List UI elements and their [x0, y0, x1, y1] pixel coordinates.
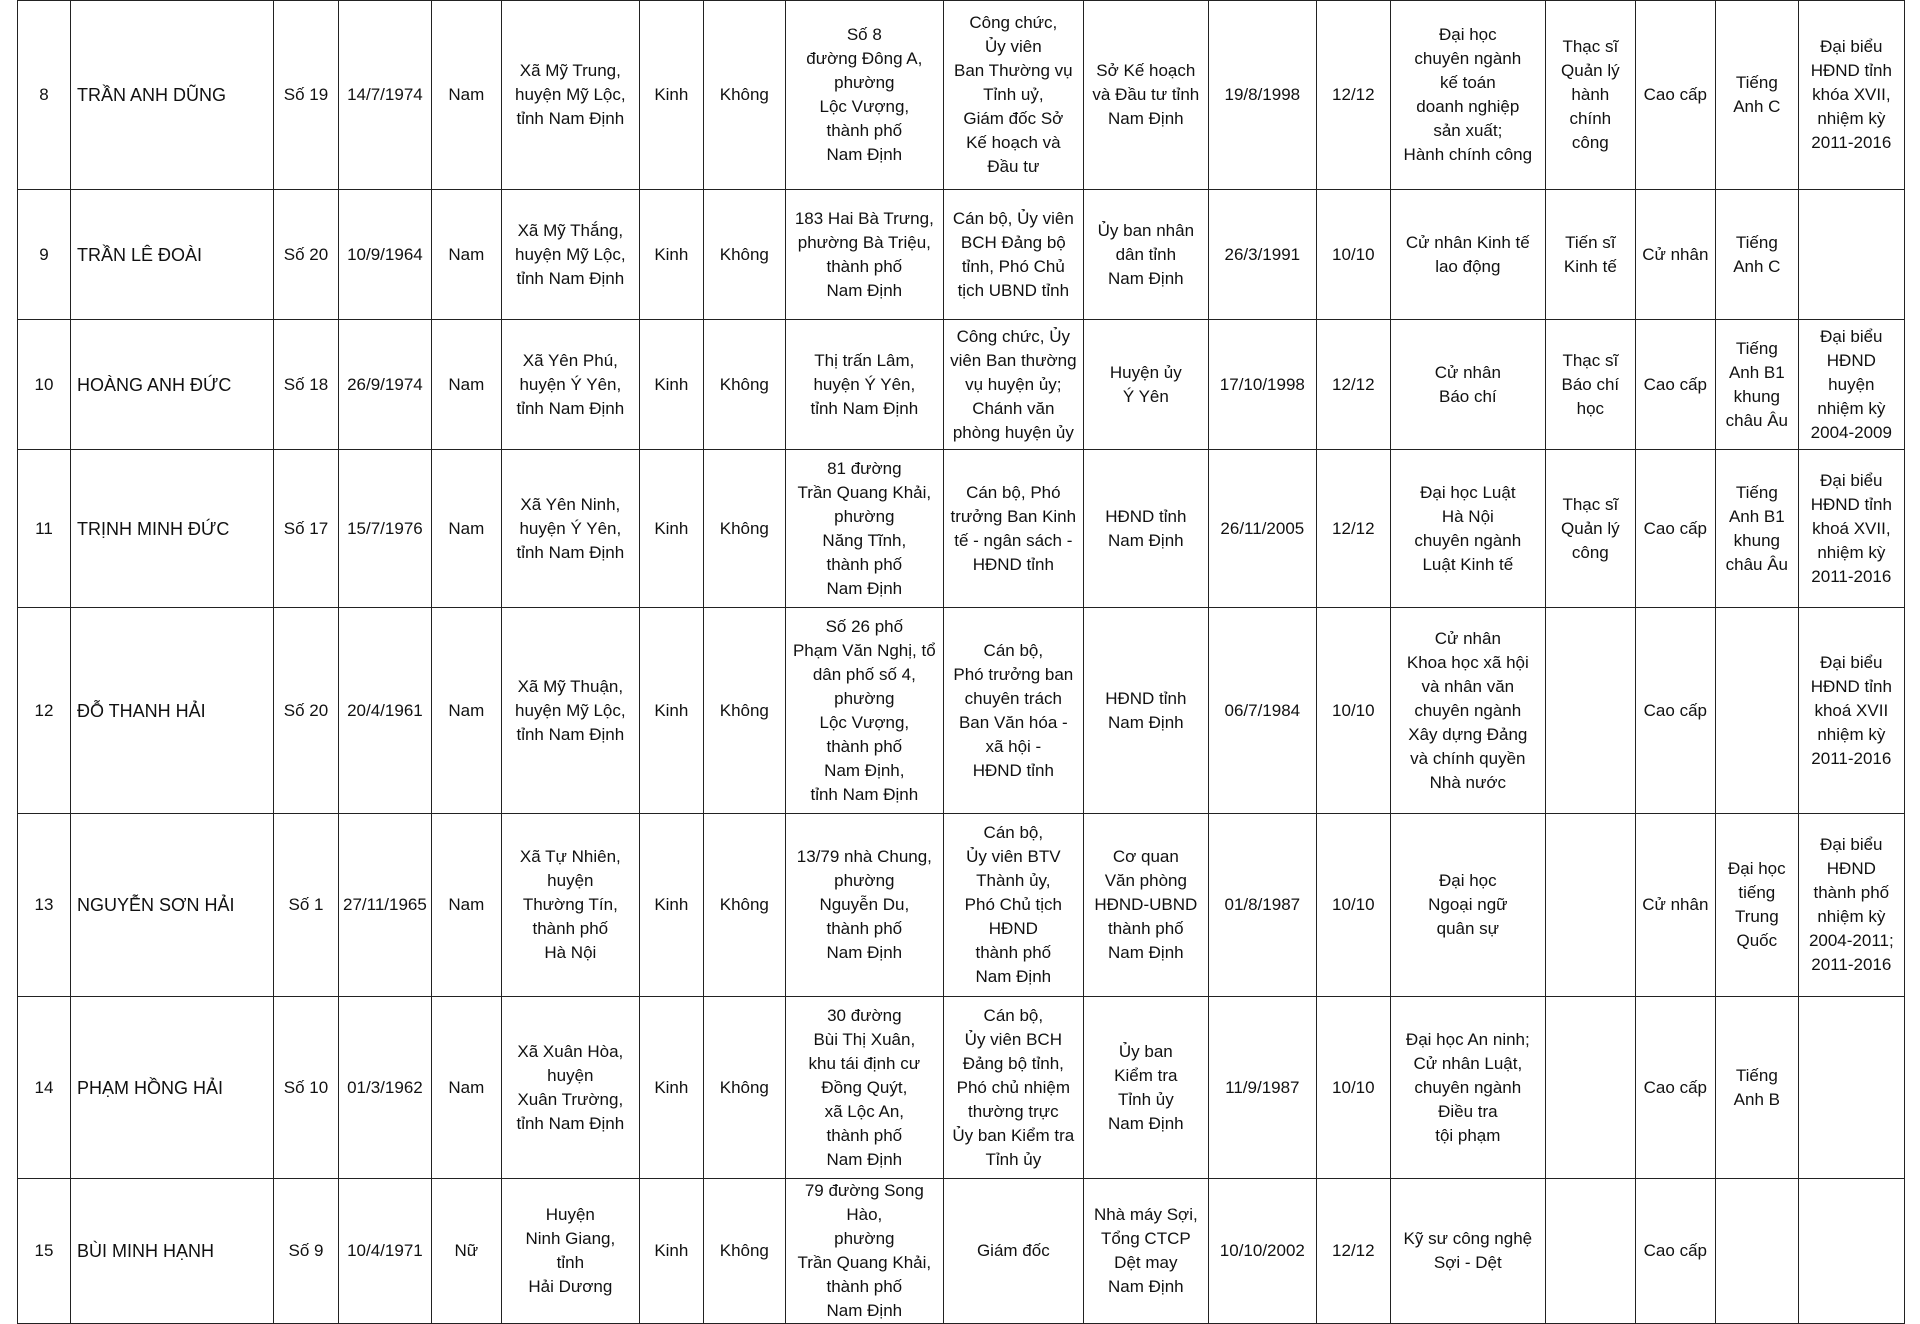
- specialty: Cử nhân Khoa học xã hội và nhân văn chuyên ngành Xây dựng Đảng và chính quyền Nhà nước: [1390, 608, 1545, 814]
- electoral-unit: Số 19: [274, 1, 339, 190]
- workplace: Nhà máy Sợi, Tổng CTCP Dệt may Nam Định: [1083, 1179, 1208, 1324]
- delegate-history: [1798, 997, 1904, 1179]
- ethnicity: Kinh: [639, 814, 703, 997]
- delegate-history: Đại biểu HĐND huyện nhiệm kỳ 2004-2009: [1798, 320, 1904, 450]
- general-education: 10/10: [1316, 814, 1390, 997]
- political-theory: Cử nhân: [1635, 814, 1715, 997]
- candidate-name: TRẦN LÊ ĐOÀI: [71, 190, 274, 320]
- general-education: 12/12: [1316, 320, 1390, 450]
- religion: Không: [703, 190, 785, 320]
- gender: Nam: [431, 320, 501, 450]
- ethnicity: Kinh: [639, 450, 703, 608]
- religion: Không: [703, 1179, 785, 1324]
- gender: Nam: [431, 450, 501, 608]
- political-theory: Cao cấp: [1635, 608, 1715, 814]
- hometown: Xã Yên Phú, huyện Ý Yên, tỉnh Nam Định: [501, 320, 639, 450]
- workplace: Ủy ban Kiểm tra Tỉnh ủy Nam Định: [1083, 997, 1208, 1179]
- foreign-language: Tiếng Anh B1 khung châu Âu: [1715, 320, 1798, 450]
- row-number: 12: [18, 608, 71, 814]
- residence: 30 đường Bùi Thị Xuân, khu tái định cư Đồng Quýt, xã Lộc An, thành phố Nam Định: [785, 997, 943, 1179]
- row-number: 8: [18, 1, 71, 190]
- foreign-language: Tiếng Anh C: [1715, 1, 1798, 190]
- residence: 81 đường Trần Quang Khải, phường Năng Tĩnh, thành phố Nam Định: [785, 450, 943, 608]
- specialty: Cử nhân Báo chí: [1390, 320, 1545, 450]
- academic-degree: [1545, 608, 1635, 814]
- residence: Thị trấn Lâm, huyện Ý Yên, tỉnh Nam Định: [785, 320, 943, 450]
- table-row: [18, 190, 1905, 320]
- ethnicity: Kinh: [639, 997, 703, 1179]
- foreign-language: [1715, 1179, 1798, 1324]
- electoral-unit: Số 9: [274, 1179, 339, 1324]
- gender: Nam: [431, 190, 501, 320]
- party-join-date: 26/3/1991: [1208, 190, 1316, 320]
- row-number: 14: [18, 997, 71, 1179]
- party-join-date: 17/10/1998: [1208, 320, 1316, 450]
- date-of-birth: 01/3/1962: [339, 997, 432, 1179]
- academic-degree: Tiến sĩ Kinh tế: [1545, 190, 1635, 320]
- electoral-unit: Số 20: [274, 190, 339, 320]
- table-row: [18, 1, 1905, 190]
- political-theory: Cao cấp: [1635, 1, 1715, 190]
- foreign-language: Tiếng Anh B1 khung châu Âu: [1715, 450, 1798, 608]
- political-theory: Cử nhân: [1635, 190, 1715, 320]
- foreign-language: [1715, 608, 1798, 814]
- residence: Số 8 đường Đông A, phường Lộc Vượng, thành phố Nam Định: [785, 1, 943, 190]
- religion: Không: [703, 814, 785, 997]
- date-of-birth: 15/7/1976: [339, 450, 432, 608]
- party-join-date: 26/11/2005: [1208, 450, 1316, 608]
- position: Cán bộ, Ủy viên BCH Đảng bộ tỉnh, Phó Chủ tịch UBND tỉnh: [943, 190, 1083, 320]
- delegate-history: Đại biểu HĐND thành phố nhiệm kỳ 2004-2011; 2011-2016: [1798, 814, 1904, 997]
- general-education: 10/10: [1316, 997, 1390, 1179]
- general-education: 10/10: [1316, 608, 1390, 814]
- date-of-birth: 26/9/1974: [339, 320, 432, 450]
- ethnicity: Kinh: [639, 608, 703, 814]
- hometown: Xã Mỹ Thuận, huyện Mỹ Lộc, tỉnh Nam Định: [501, 608, 639, 814]
- workplace: Ủy ban nhân dân tỉnh Nam Định: [1083, 190, 1208, 320]
- ethnicity: Kinh: [639, 1, 703, 190]
- workplace: HĐND tỉnh Nam Định: [1083, 450, 1208, 608]
- academic-degree: [1545, 1179, 1635, 1324]
- gender: Nam: [431, 814, 501, 997]
- workplace: Sở Kế hoạch và Đầu tư tỉnh Nam Định: [1083, 1, 1208, 190]
- ethnicity: Kinh: [639, 1179, 703, 1324]
- candidate-roster-page: [17, 0, 1905, 1324]
- hometown: Xã Tự Nhiên, huyện Thường Tín, thành phố Hà Nội: [501, 814, 639, 997]
- political-theory: Cao cấp: [1635, 997, 1715, 1179]
- residence: 183 Hai Bà Trưng, phường Bà Triệu, thành phố Nam Định: [785, 190, 943, 320]
- residence: Số 26 phố Phạm Văn Nghị, tổ dân phố số 4, phường Lộc Vượng, thành phố Nam Định, tỉnh Nam Định: [785, 608, 943, 814]
- religion: Không: [703, 997, 785, 1179]
- party-join-date: 01/8/1987: [1208, 814, 1316, 997]
- date-of-birth: 20/4/1961: [339, 608, 432, 814]
- religion: Không: [703, 450, 785, 608]
- specialty: Kỹ sư công nghệ Sợi - Dệt: [1390, 1179, 1545, 1324]
- foreign-language: Tiếng Anh B: [1715, 997, 1798, 1179]
- specialty: Cử nhân Kinh tế lao động: [1390, 190, 1545, 320]
- row-number: 11: [18, 450, 71, 608]
- table-row: [18, 608, 1905, 814]
- delegate-history: Đại biểu HĐND tỉnh khoá XVII, nhiệm kỳ 2011-2016: [1798, 450, 1904, 608]
- party-join-date: 19/8/1998: [1208, 1, 1316, 190]
- row-number: 13: [18, 814, 71, 997]
- candidate-name: BÙI MINH HẠNH: [71, 1179, 274, 1324]
- residence: 13/79 nhà Chung, phường Nguyễn Du, thành phố Nam Định: [785, 814, 943, 997]
- table-row: [18, 450, 1905, 608]
- row-number: 10: [18, 320, 71, 450]
- political-theory: Cao cấp: [1635, 1179, 1715, 1324]
- political-theory: Cao cấp: [1635, 320, 1715, 450]
- row-number: 15: [18, 1179, 71, 1324]
- foreign-language: Đại học tiếng Trung Quốc: [1715, 814, 1798, 997]
- electoral-unit: Số 17: [274, 450, 339, 608]
- academic-degree: Thạc sĩ Quản lý hành chính công: [1545, 1, 1635, 190]
- hometown: Huyện Ninh Giang, tỉnh Hải Dương: [501, 1179, 639, 1324]
- religion: Không: [703, 1, 785, 190]
- electoral-unit: Số 10: [274, 997, 339, 1179]
- position: Công chức, Ủy viên Ban thường vụ huyện ủy; Chánh văn phòng huyện ủy: [943, 320, 1083, 450]
- political-theory: Cao cấp: [1635, 450, 1715, 608]
- position: Cán bộ, Ủy viên BCH Đảng bộ tỉnh, Phó chủ nhiệm thường trực Ủy ban Kiểm tra Tỉnh ủy: [943, 997, 1083, 1179]
- candidate-name: HOÀNG ANH ĐỨC: [71, 320, 274, 450]
- row-number: 9: [18, 190, 71, 320]
- table-row: [18, 320, 1905, 450]
- date-of-birth: 10/4/1971: [339, 1179, 432, 1324]
- hometown: Xã Yên Ninh, huyện Ý Yên, tỉnh Nam Định: [501, 450, 639, 608]
- hometown: Xã Mỹ Thắng, huyện Mỹ Lộc, tỉnh Nam Định: [501, 190, 639, 320]
- position: Cán bộ, Phó trưởng ban chuyên trách Ban Văn hóa - xã hội - HĐND tỉnh: [943, 608, 1083, 814]
- general-education: 12/12: [1316, 1, 1390, 190]
- electoral-unit: Số 1: [274, 814, 339, 997]
- specialty: Đại học An ninh; Cử nhân Luật, chuyên ngành Điều tra tội phạm: [1390, 997, 1545, 1179]
- academic-degree: [1545, 997, 1635, 1179]
- academic-degree: [1545, 814, 1635, 997]
- workplace: Huyện ủy Ý Yên: [1083, 320, 1208, 450]
- academic-degree: Thạc sĩ Quản lý công: [1545, 450, 1635, 608]
- workplace: Cơ quan Văn phòng HĐND-UBND thành phố Nam Định: [1083, 814, 1208, 997]
- candidate-name: NGUYỄN SƠN HẢI: [71, 814, 274, 997]
- specialty: Đại học Ngoại ngữ quân sự: [1390, 814, 1545, 997]
- position: Công chức, Ủy viên Ban Thường vụ Tỉnh uỷ, Giám đốc Sở Kế hoạch và Đầu tư: [943, 1, 1083, 190]
- candidate-name: TRỊNH MINH ĐỨC: [71, 450, 274, 608]
- general-education: 12/12: [1316, 450, 1390, 608]
- date-of-birth: 14/7/1974: [339, 1, 432, 190]
- date-of-birth: 10/9/1964: [339, 190, 432, 320]
- specialty: Đại học Luật Hà Nội chuyên ngành Luật Kinh tế: [1390, 450, 1545, 608]
- electoral-unit: Số 18: [274, 320, 339, 450]
- gender: Nam: [431, 997, 501, 1179]
- hometown: Xã Mỹ Trung, huyện Mỹ Lộc, tỉnh Nam Định: [501, 1, 639, 190]
- residence: 79 đường Song Hào, phường Trần Quang Khải, thành phố Nam Định: [785, 1179, 943, 1324]
- party-join-date: 10/10/2002: [1208, 1179, 1316, 1324]
- foreign-language: Tiếng Anh C: [1715, 190, 1798, 320]
- position: Giám đốc: [943, 1179, 1083, 1324]
- ethnicity: Kinh: [639, 320, 703, 450]
- specialty: Đại học chuyên ngành kế toán doanh nghiệp sản xuất; Hành chính công: [1390, 1, 1545, 190]
- hometown: Xã Xuân Hòa, huyện Xuân Trường, tỉnh Nam Định: [501, 997, 639, 1179]
- delegate-history: Đại biểu HĐND tỉnh khóa XVII, nhiệm kỳ 2011-2016: [1798, 1, 1904, 190]
- delegate-history: [1798, 190, 1904, 320]
- electoral-unit: Số 20: [274, 608, 339, 814]
- candidate-name: ĐỖ THANH HẢI: [71, 608, 274, 814]
- workplace: HĐND tỉnh Nam Định: [1083, 608, 1208, 814]
- party-join-date: 11/9/1987: [1208, 997, 1316, 1179]
- position: Cán bộ, Ủy viên BTV Thành ủy, Phó Chủ tịch HĐND thành phố Nam Định: [943, 814, 1083, 997]
- general-education: 10/10: [1316, 190, 1390, 320]
- religion: Không: [703, 608, 785, 814]
- table-row: [18, 1179, 1905, 1324]
- candidate-name: PHẠM HỒNG HẢI: [71, 997, 274, 1179]
- date-of-birth: 27/11/1965: [339, 814, 432, 997]
- table-row: [18, 997, 1905, 1179]
- position: Cán bộ, Phó trưởng Ban Kinh tế - ngân sách - HĐND tỉnh: [943, 450, 1083, 608]
- delegate-history: Đại biểu HĐND tỉnh khoá XVII nhiệm kỳ 2011-2016: [1798, 608, 1904, 814]
- gender: Nam: [431, 608, 501, 814]
- candidate-name: TRẦN ANH DŨNG: [71, 1, 274, 190]
- academic-degree: Thạc sĩ Báo chí học: [1545, 320, 1635, 450]
- gender: Nữ: [431, 1179, 501, 1324]
- religion: Không: [703, 320, 785, 450]
- gender: Nam: [431, 1, 501, 190]
- general-education: 12/12: [1316, 1179, 1390, 1324]
- ethnicity: Kinh: [639, 190, 703, 320]
- party-join-date: 06/7/1984: [1208, 608, 1316, 814]
- delegate-history: [1798, 1179, 1904, 1324]
- table-row: [18, 814, 1905, 997]
- candidate-roster-table: [17, 0, 1905, 1324]
